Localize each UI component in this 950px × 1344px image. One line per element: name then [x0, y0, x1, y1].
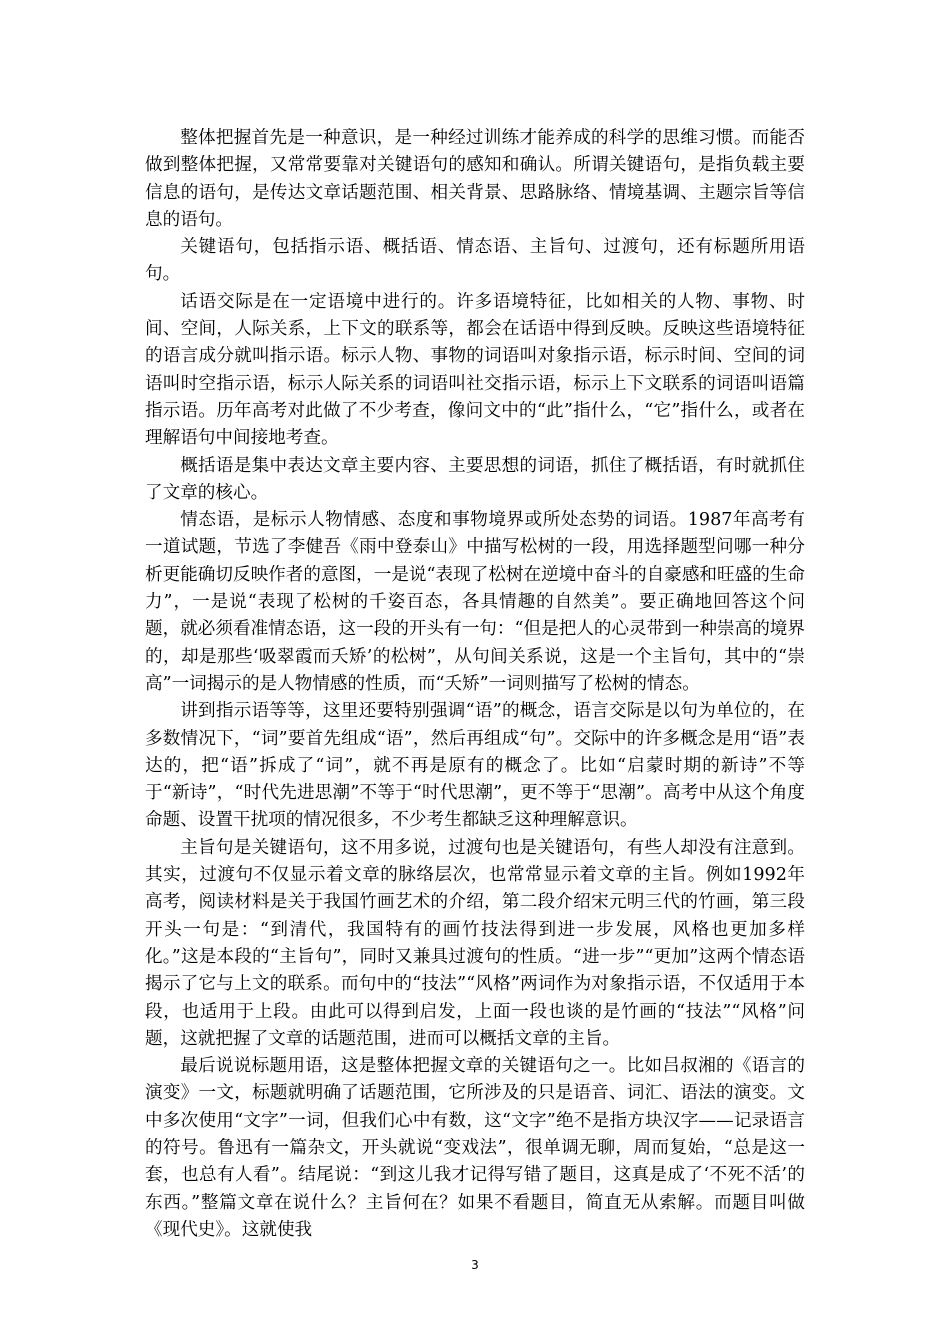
body-text: [145, 125, 805, 1244]
paragraph: 讲到指示语等等，这里还要特别强调“语”的概念，语言交际是以句为单位的，在多数情况下，“词”要首先组成“语”，然后再组成“句”。交际中的许多概念是用“语”表达的，把“语”拆成了“词”，就不再是原有的概念了。比如“启蒙时期的新诗”不等于“新诗”，“时代先进思潮”不等于“时代思潮”，更不等于“思潮”。高考中从这个角度命题、设置干扰项的情况很多，不少考生都缺乏这种理解意识。: [145, 701, 805, 831]
paragraph: 话语交际是在一定语境中进行的。许多语境特征，比如相关的人物、事物、时间、空间，人际关系，上下文的联系等，都会在话语中得到反映。反映这些语境特征的语言成分就叫指示语。标示人物、事物的词语叫对象指示语，标示时间、空间的词语叫时空指示语，标示人际关系的词语叫社交指示语，标示上下文联系的词语叫语篇指示语。历年高考对此做了不少考查，像问文中的“此”指什么，“它”指什么，或者在理解语句中间接地考查。: [145, 291, 805, 449]
paragraph: 最后说说标题用语，这是整体把握文章的关键语句之一。比如吕叔湘的《语言的演变》一文，标题就明确了话题范围，它所涉及的只是语音、词汇、语法的演变。文中多次使用“文字”一词，但我们心中有数，这“文字”绝不是指方块汉字——记录语言的符号。鲁迅有一篇杂文，开头就说“变戏法”，很单调无聊，周而复始，“总是这一套，也总有人看”。结尾说：“到这儿我才记得写错了题目，这真是成了‘不死不活’的东西。”整篇文章在说什么？主旨何在？如果不看题目，简直无从索解。而题目叫做《现代史》。这就使我: [145, 1056, 805, 1240]
paragraph: 情态语，是标示人物情感、态度和事物境界或所处态势的词语。1987年高考有一道试题，节选了李健吾《雨中登泰山》中描写松树的一段，用选择题型问哪一种分析更能确切反映作者的意图，一是说“表现了松树在逆境中奋斗的自豪感和旺盛的生命力”，一是说“表现了松树的千姿百态，各具情趣的自然美”。要正确地回答这个问题，就必须看准情态语，这一段的开头有一句：“但是把人的心灵带到一种崇高的境界的，却是那些‘吸翠霞而夭矫’的松树”，从句间关系说，这是一个主旨句，其中的“崇高”一词揭示的是人物情感的性质，而“夭矫”一词则描写了松树的情态。: [145, 510, 805, 694]
page-number: 3: [471, 1258, 479, 1272]
paragraph: 关键语句，包括指示语、概括语、情态语、主旨句、过渡句，还有标题所用语句。: [145, 237, 805, 285]
paragraph: 整体把握首先是一种意识，是一种经过训练才能养成的科学的思维习惯。而能否做到整体把握，又常常要靠对关键语句的感知和确认。所谓关键语句，是指负载主要信息的语句，是传达文章话题范围、相关背景、思路脉络、情境基调、主题宗旨等信息的语句。: [145, 128, 805, 230]
paragraph: 主旨句是关键语句，这不用多说，过渡句也是关键语句，有些人却没有注意到。其实，过渡句不仅显示着文章的脉络层次，也常常显示着文章的主旨。例如1992年高考，阅读材料是关于我国竹画艺术的介绍，第二段介绍宋元明三代的竹画，第三段开头一句是：“到清代，我国特有的画竹技法得到进一步发展，风格也更加多样化。”这是本段的“主旨句”，同时又兼具过渡句的性质。“进一步”“更加”这两个情态语揭示了它与上文的联系。而句中的“技法”“风格”两词作为对象指示语，不仅适用于本段，也适用于上段。由此可以得到启发，上面一段也谈的是竹画的“技法”“风格”问题，这就把握了文章的话题范围，进而可以概括文章的主旨。: [145, 837, 805, 1049]
paragraph: 概括语是集中表达文章主要内容、主要思想的词语，抓住了概括语，有时就抓住了文章的核心。: [145, 455, 805, 503]
